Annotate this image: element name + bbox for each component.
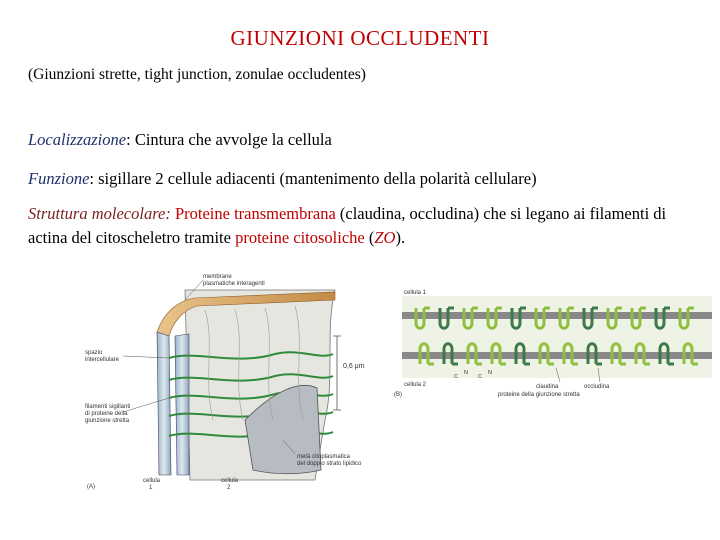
- label-claudina: claudina: [536, 384, 559, 390]
- label-cellula-1: cellula: [143, 478, 161, 484]
- struttura-proteine-transmembrana: Proteine transmembrana: [170, 204, 336, 223]
- tight-junction-3d-diagram: [85, 270, 395, 492]
- label-c-1: C: [454, 374, 458, 380]
- label-filamenti-1: filamenti sigillanti: [85, 404, 131, 410]
- label-cellula-2: cellula 2: [404, 382, 427, 388]
- label-n-1: N: [464, 370, 468, 376]
- scale-bracket: [333, 336, 341, 410]
- funzione-paragraph: [28, 167, 708, 191]
- label-meta-2: del doppio strato lipidico: [297, 461, 362, 467]
- cell-1-column: [157, 332, 171, 475]
- label-membrane: membrane: [203, 274, 232, 280]
- subtitle: (Giunzioni strette, tight junction, zonulae occludentes): [28, 66, 366, 83]
- label-proteine-giunzione: proteine della giunzione stretta: [498, 392, 580, 398]
- label-cellula-2: cellula: [221, 478, 239, 484]
- label-occludina: occludina: [584, 384, 610, 390]
- scale-label: 0,6 μm: [343, 363, 365, 370]
- localizzazione-label: Localizzazione: [28, 130, 127, 149]
- label-filamenti-2: di proteine della: [85, 411, 128, 417]
- label-cellula-2-n: 2: [227, 485, 231, 491]
- page-title: GIUNZIONI OCCLUDENTI: [230, 26, 490, 50]
- struttura-paragraph: [28, 202, 708, 250]
- panel-label-b: (B): [394, 392, 402, 398]
- label-spazio-2: intercellulare: [85, 357, 120, 363]
- struttura-zo: ZO: [374, 228, 396, 247]
- localizzazione-paragraph: [28, 128, 708, 152]
- label-n-2: N: [488, 370, 492, 376]
- struttura-paren-open: (: [364, 228, 375, 247]
- junction-protein-diagram: [388, 286, 713, 402]
- panel-label-a: (A): [87, 484, 95, 490]
- funzione-sep: :: [89, 169, 95, 188]
- struttura-text: (claudina, occludina) che si legano ai filamenti di actina del citoscheletro tramite: [28, 204, 667, 247]
- label-cellula-1-n: 1: [149, 485, 153, 491]
- label-meta-1: metà citoplasmatica: [297, 454, 351, 460]
- struttura-paren-close: ).: [395, 228, 406, 247]
- localizzazione-text: Cintura che avvolge la cellula: [130, 130, 332, 149]
- label-cellula-1: cellula 1: [404, 290, 427, 296]
- label-membrane-2: plasmatiche interagenti: [203, 281, 265, 287]
- localizzazione-sep: :: [126, 130, 131, 149]
- membrane-cell-2: [402, 352, 712, 359]
- label-spazio: spazio: [85, 350, 103, 356]
- funzione-text: sigillare 2 cellule adiacenti (mantenimento della polarità cellulare): [94, 169, 537, 188]
- label-filamenti-3: giunzione stretta: [85, 418, 130, 424]
- struttura-proteine-citosoliche: proteine citosoliche: [235, 228, 365, 247]
- funzione-label: Funzione: [28, 169, 90, 188]
- struttura-label: Struttura molecolare:: [28, 204, 171, 223]
- label-c-2: C: [478, 374, 482, 380]
